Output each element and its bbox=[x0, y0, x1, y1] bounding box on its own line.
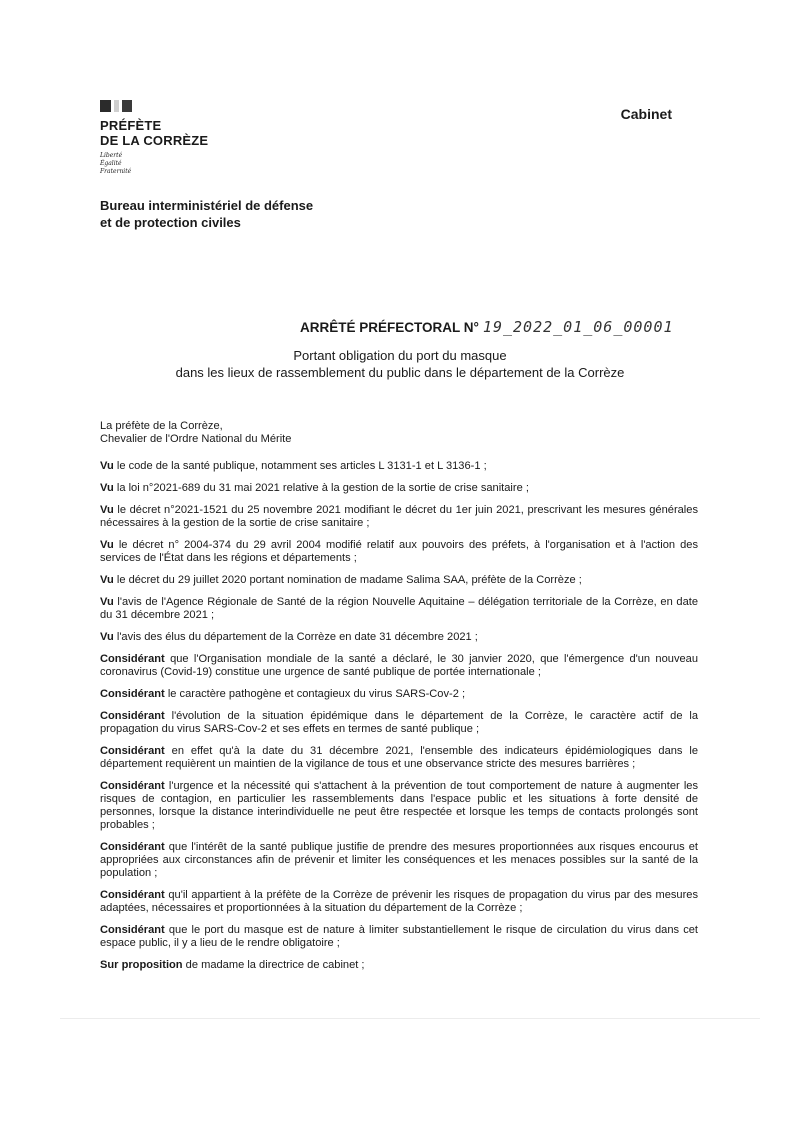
considerant-paragraph bbox=[100, 841, 698, 880]
paragraph-keyword: Considérant bbox=[100, 780, 165, 792]
paragraph-text: la loi n°2021-689 du 31 mai 2021 relative à la gestion de la sortie de crise sanitaire ; bbox=[113, 482, 529, 494]
considerant-paragraph bbox=[100, 653, 698, 679]
paragraph-text: que l'intérêt de la santé publique justifie de prendre des mesures proportionnées aux risques encourus et appropriées aux circonstances afin de prévenir et limiter les conséquences et les menaces possibles sur la santé de la population ; bbox=[100, 841, 698, 879]
considerant-paragraph bbox=[100, 688, 698, 701]
cabinet-label: Cabinet bbox=[620, 106, 672, 122]
document-body bbox=[100, 420, 698, 981]
arrete-title bbox=[300, 318, 674, 336]
paragraph-text: l'évolution de la situation épidémique dans le département de la Corrèze, le caractère actif de la propagation du virus SARS-Cov-2 et ses effets en termes de santé publique ; bbox=[100, 710, 698, 735]
paragraph-text: que l'Organisation mondiale de la santé a déclaré, le 30 janvier 2020, que l'émergence d'un nouveau coronavirus (Covid-19) constitue une urgence de santé publique de portée internationale ; bbox=[100, 653, 698, 678]
arrete-subtitle bbox=[100, 347, 700, 381]
considerant-paragraph bbox=[100, 710, 698, 736]
visa-paragraph bbox=[100, 631, 698, 644]
subtitle-line1: Portant obligation du port du masque bbox=[293, 348, 507, 363]
paragraph-keyword: Considérant bbox=[100, 889, 165, 901]
paragraph-text: que le port du masque est de nature à limiter substantiellement le risque de circulation du virus dans cet espace public, il y a lieu de le rendre obligatoire ; bbox=[100, 924, 698, 949]
paragraph-keyword: Vu bbox=[100, 482, 114, 494]
paragraph-text: qu'il appartient à la préfète de la Corrèze de prévenir les risques de propagation du virus par des mesures adaptées, nécessaires et proportionnées à la situation du département de la Corrèze ; bbox=[100, 889, 698, 914]
paragraph-text: l'urgence et la nécessité qui s'attachent à la prévention de tout comportement de nature à augmenter les risques de contagion, en particulier les rassemblements dans l'espace public et les situations à forte densité de personnes, lorsque la distance interindividuelle ne peut être respectée et lorsque les temps de contacts prolongés sont probables ; bbox=[100, 780, 698, 831]
paragraph-keyword: Considérant bbox=[100, 745, 165, 757]
paragraph-keyword: Vu bbox=[100, 596, 114, 608]
visa-paragraph bbox=[100, 574, 698, 587]
paragraph-text: le caractère pathogène et contagieux du virus SARS-Cov-2 ; bbox=[164, 688, 466, 700]
subtitle-line2: dans les lieux de rassemblement du public dans le département de la Corrèze bbox=[175, 365, 625, 380]
paragraph-keyword: Considérant bbox=[100, 924, 165, 936]
paragraph-keyword: Sur proposition bbox=[100, 959, 183, 971]
paragraph-keyword: Considérant bbox=[100, 710, 165, 722]
visa-paragraph bbox=[100, 482, 698, 495]
paragraph-keyword: Considérant bbox=[100, 653, 165, 665]
paragraph-text: le code de la santé publique, notamment ses articles L 3131-1 et L 3136-1 ; bbox=[113, 460, 487, 472]
considerant-paragraph bbox=[100, 924, 698, 950]
marianne-emblem-icon bbox=[100, 100, 208, 114]
bureau-line1: Bureau interministériel de défense bbox=[100, 198, 314, 213]
bureau-heading bbox=[100, 197, 313, 231]
paragraph-keyword: Vu bbox=[100, 460, 114, 472]
scan-artifact-line bbox=[60, 1018, 760, 1019]
prefecture-name bbox=[100, 118, 208, 148]
prefecture-logo bbox=[100, 100, 208, 176]
signatory-line1: La préfète de la Corrèze, bbox=[100, 420, 223, 432]
paragraph-text: de madame la directrice de cabinet ; bbox=[182, 959, 365, 971]
visa-paragraph bbox=[100, 596, 698, 622]
visa-paragraph bbox=[100, 539, 698, 565]
paragraph-text: l'avis des élus du département de la Corrèze en date 31 décembre 2021 ; bbox=[113, 631, 478, 643]
paragraph-text: le décret n°2021-1521 du 25 novembre 2021 modifiant le décret du 1er juin 2021, prescrivant les mesures générales nécessaires à la gestion de la sortie de crise sanitaire ; bbox=[100, 504, 698, 529]
signatory-line2: Chevalier de l'Ordre National du Mérite bbox=[100, 433, 292, 445]
prefecture-name-line1: PRÉFÈTE bbox=[100, 118, 162, 133]
paragraph-keyword: Vu bbox=[100, 574, 114, 586]
visa-paragraph bbox=[100, 504, 698, 530]
visa-paragraph bbox=[100, 460, 698, 473]
paragraph-text: le décret du 29 juillet 2020 portant nomination de madame Salima SAA, préfète de la Corrèze ; bbox=[113, 574, 582, 586]
motto-liberte: Liberté bbox=[100, 152, 123, 159]
considerant-paragraph bbox=[100, 745, 698, 771]
motto-fraternite: Fraternité bbox=[100, 168, 132, 175]
paragraph-text: l'avis de l'Agence Régionale de Santé de la région Nouvelle Aquitaine – délégation territoriale de la Corrèze, en date du 31 décembre 2021 ; bbox=[100, 596, 698, 621]
considerant-paragraph bbox=[100, 780, 698, 832]
proposition-paragraph bbox=[100, 959, 698, 972]
bureau-line2: et de protection civiles bbox=[100, 215, 241, 230]
prefecture-name-line2: DE LA CORRÈZE bbox=[100, 133, 209, 148]
arrete-label: ARRÊTÉ PRÉFECTORAL N° bbox=[300, 320, 479, 335]
considerant-paragraph bbox=[100, 889, 698, 915]
paragraph-keyword: Vu bbox=[100, 539, 114, 551]
arrete-number: 19_2022_01_06_00001 bbox=[482, 318, 674, 336]
paragraph-keyword: Considérant bbox=[100, 841, 165, 853]
republic-motto bbox=[100, 152, 208, 176]
signatory-block bbox=[100, 420, 698, 446]
paragraph-text: le décret n° 2004-374 du 29 avril 2004 modifié relatif aux pouvoirs des préfets, à l'organisation et à l'action des services de l'État dans les régions et départements ; bbox=[100, 539, 698, 564]
paragraph-keyword: Considérant bbox=[100, 688, 165, 700]
paragraph-keyword: Vu bbox=[100, 631, 114, 643]
paragraph-keyword: Vu bbox=[100, 504, 114, 516]
paragraph-text: en effet qu'à la date du 31 décembre 2021, l'ensemble des indicateurs épidémiologiques dans le département requièrent un maintien de la vigilance de tous et une observance stricte des mesures barrières ; bbox=[100, 745, 698, 770]
motto-egalite: Égalité bbox=[100, 160, 122, 167]
